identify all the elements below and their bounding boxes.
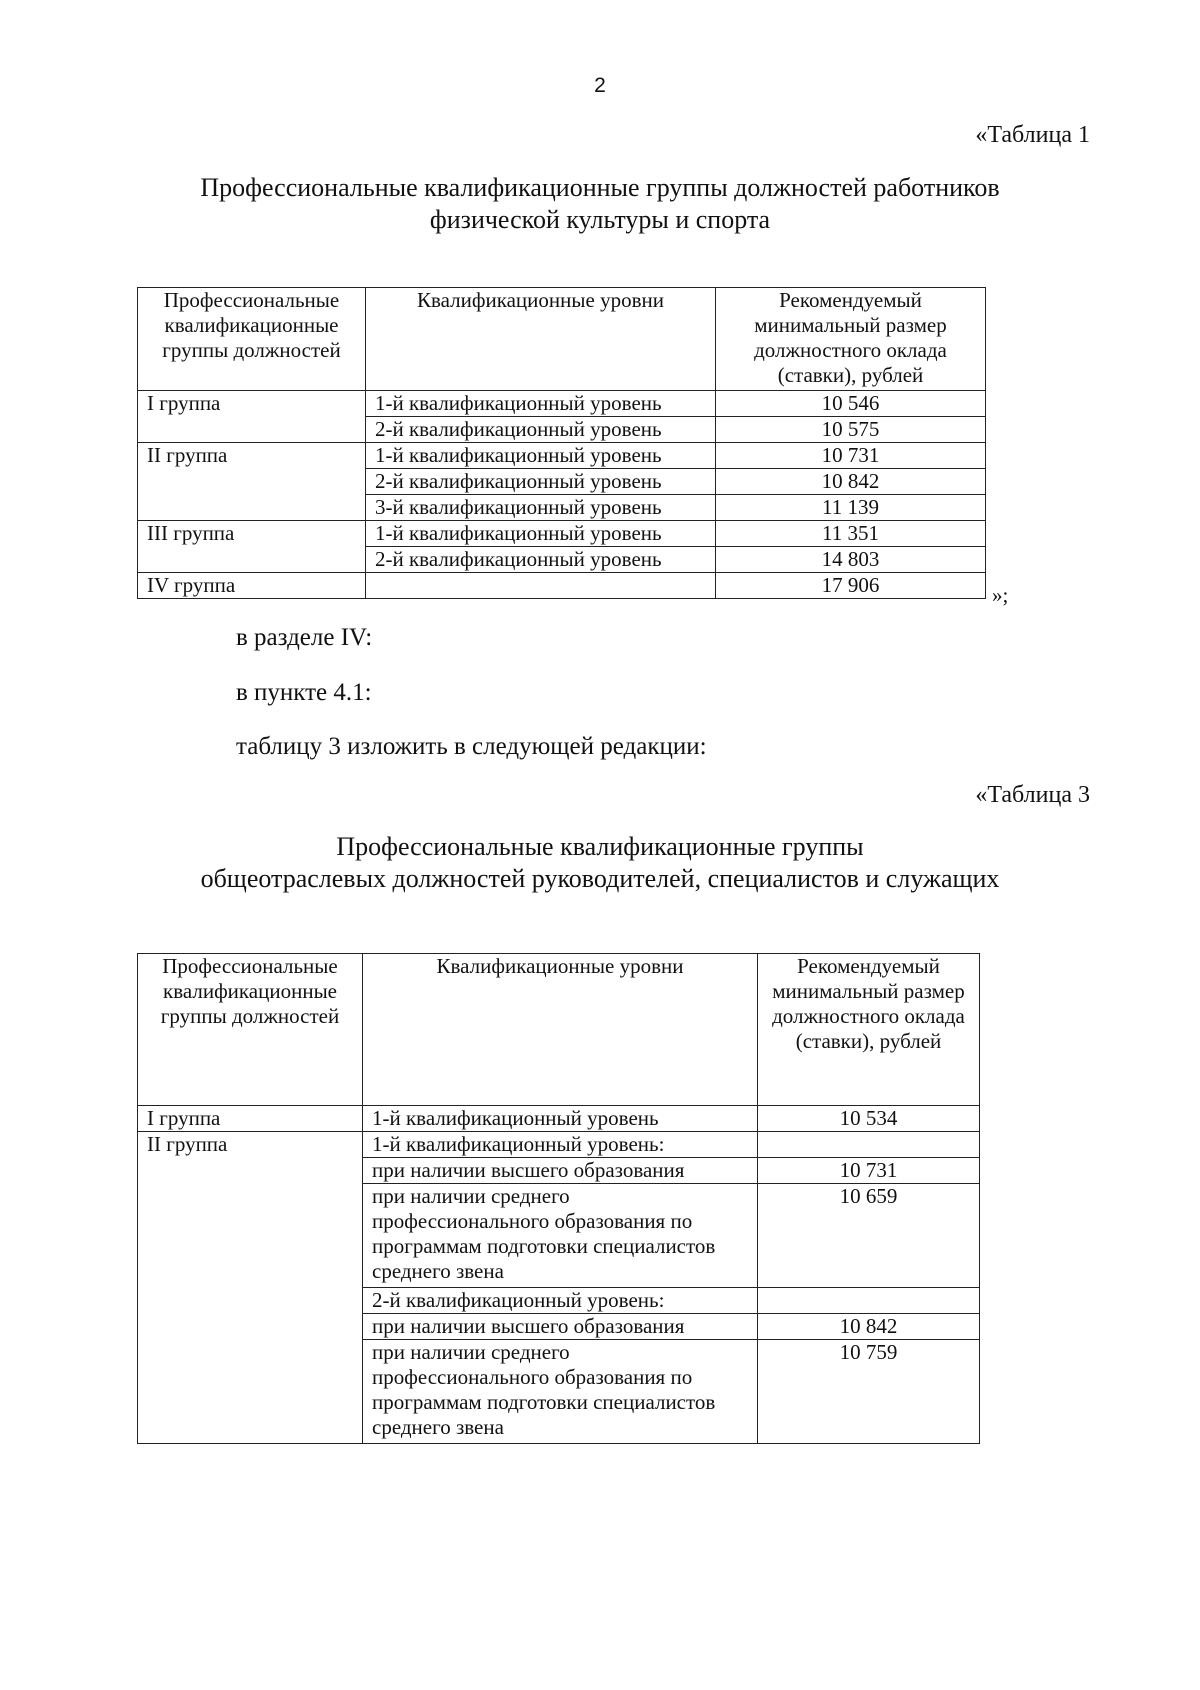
- table-row: [138, 1106, 980, 1132]
- paragraph: таблицу 3 изложить в следующей редакции:: [236, 733, 707, 760]
- group-cell: II группа: [138, 1132, 363, 1158]
- table1-title-line: физической культуры и спорта: [429, 205, 771, 234]
- group-cell: [138, 1314, 363, 1340]
- level-cell: 1-й квалификационный уровень: [366, 391, 716, 417]
- table-row: [138, 417, 986, 443]
- level-cell: 3-й квалификационный уровень: [366, 495, 716, 521]
- table-row: [138, 521, 986, 547]
- salary-cell: 10 731: [716, 443, 986, 469]
- group-cell: I группа: [138, 391, 366, 417]
- table-row: [138, 391, 986, 417]
- group-cell: [138, 1158, 363, 1184]
- salary-cell: 14 803: [716, 547, 986, 573]
- table3-label: «Таблица 3: [975, 782, 1090, 808]
- salary-cell: 17 906: [716, 573, 986, 599]
- table-row: [138, 1288, 980, 1314]
- table1-title: [0, 172, 1200, 236]
- page-number: 2: [594, 74, 606, 97]
- group-cell: I группа: [138, 1106, 363, 1132]
- salary-cell: 10 759: [758, 1340, 980, 1444]
- table3: [137, 953, 980, 1444]
- level-cell: при наличии высшего образования: [363, 1314, 758, 1340]
- table-row: [138, 1314, 980, 1340]
- table3-header-cell: Квалификационные уровни: [363, 954, 758, 1106]
- salary-cell: 10 842: [758, 1314, 980, 1340]
- table1-header-cell: Профессиональные квалификационные группы должностей: [138, 288, 366, 391]
- table-row: [138, 573, 986, 599]
- table-row: [138, 1340, 980, 1444]
- level-cell: при наличии среднего профессионального образования по программам подготовки специалистов среднего звена: [363, 1340, 758, 1444]
- salary-cell: 10 575: [716, 417, 986, 443]
- table-row: [138, 1184, 980, 1288]
- group-cell: [138, 417, 366, 443]
- paragraph: в разделе IV:: [236, 624, 373, 651]
- table3-title-line: общеотраслевых должностей руководителей, специалистов и служащих: [200, 864, 1000, 893]
- group-cell: [138, 547, 366, 573]
- level-cell: 1-й квалификационный уровень: [366, 521, 716, 547]
- level-cell: 2-й квалификационный уровень:: [363, 1288, 758, 1314]
- level-cell: 2-й квалификационный уровень: [366, 417, 716, 443]
- table1-label: «Таблица 1: [975, 122, 1090, 148]
- salary-cell: [758, 1288, 980, 1314]
- level-cell: 1-й квалификационный уровень:: [363, 1132, 758, 1158]
- salary-cell: 10 534: [758, 1106, 980, 1132]
- table-row: [138, 495, 986, 521]
- level-cell: 1-й квалификационный уровень: [366, 443, 716, 469]
- level-cell: [366, 573, 716, 599]
- level-cell: при наличии среднего профессионального образования по программам подготовки специалистов среднего звена: [363, 1184, 758, 1288]
- salary-cell: 11 351: [716, 521, 986, 547]
- group-cell: IV группа: [138, 573, 366, 599]
- group-cell: II группа: [138, 443, 366, 469]
- group-cell: [138, 1288, 363, 1314]
- table-row: [138, 443, 986, 469]
- table3-header-cell: Профессиональные квалификационные группы должностей: [138, 954, 363, 1106]
- paragraph: в пункте 4.1:: [236, 679, 372, 706]
- salary-cell: 11 139: [716, 495, 986, 521]
- level-cell: 1-й квалификационный уровень: [363, 1106, 758, 1132]
- group-cell: III группа: [138, 521, 366, 547]
- level-cell: 2-й квалификационный уровень: [366, 469, 716, 495]
- table1-header-cell: Квалификационные уровни: [366, 288, 716, 391]
- table1-header-cell: Рекомендуемый минимальный размер должностного оклада (ставки), рублей: [716, 288, 986, 391]
- level-cell: 2-й квалификационный уровень: [366, 547, 716, 573]
- salary-cell: [758, 1132, 980, 1158]
- table3-title: [0, 831, 1200, 895]
- table3-header-row: [138, 954, 980, 1106]
- group-cell: [138, 1340, 363, 1444]
- salary-cell: 10 842: [716, 469, 986, 495]
- salary-cell: 10 659: [758, 1184, 980, 1288]
- table-row: [138, 1132, 980, 1158]
- table-row: [138, 1158, 980, 1184]
- table1-header-row: [138, 288, 986, 391]
- salary-cell: 10 546: [716, 391, 986, 417]
- group-cell: [138, 495, 366, 521]
- table3-title-line: Профессиональные квалификационные группы: [336, 832, 864, 861]
- table1-title-line: Профессиональные квалификационные группы должностей работников: [200, 173, 1000, 202]
- table1: [137, 287, 986, 599]
- group-cell: [138, 1184, 363, 1288]
- table1-closing-quote: »;: [992, 583, 1009, 607]
- table3-header-cell: Рекомендуемый минимальный размер должностного оклада (ставки), рублей: [758, 954, 980, 1106]
- salary-cell: 10 731: [758, 1158, 980, 1184]
- level-cell: при наличии высшего образования: [363, 1158, 758, 1184]
- table-row: [138, 469, 986, 495]
- table-row: [138, 547, 986, 573]
- group-cell: [138, 469, 366, 495]
